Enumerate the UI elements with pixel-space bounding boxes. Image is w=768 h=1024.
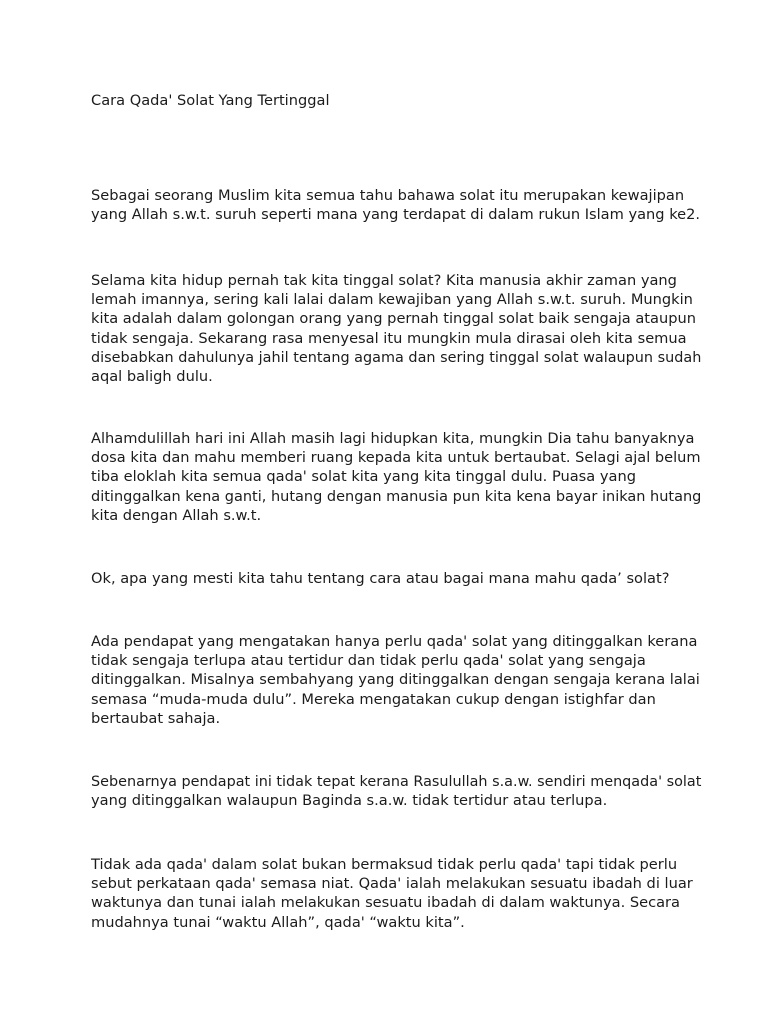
text-line: tidak sengaja. Sekarang rasa menyesal itu mungkin mula dirasai oleh kita semua <box>91 329 687 347</box>
text-line: Ok, apa yang mesti kita tahu tentang cara atau bagai mana mahu qada’ solat? <box>91 570 670 587</box>
paragraph-6 <box>91 772 701 810</box>
paragraph-7 <box>91 855 701 932</box>
text-line: Sebagai seorang Muslim kita semua tahu bahawa solat itu merupakan kewajipan <box>91 187 685 204</box>
paragraph-2 <box>91 271 701 386</box>
paragraph-3 <box>91 429 701 525</box>
text-line: yang Allah s.w.t. suruh seperti mana yang terdapat di dalam rukun Islam yang ke2. <box>91 206 701 224</box>
text-line: mudahnya tunai “waktu Allah”, qada' “waktu kita”. <box>91 913 465 931</box>
text-line: aqal baligh dulu. <box>91 367 213 385</box>
title-text: Cara Qada' Solat Yang Tertinggal <box>91 92 330 109</box>
text-line: dosa kita dan mahu memberi ruang kepada kita untuk bertaubat. Selagi ajal belum <box>91 449 701 467</box>
text-line: disebabkan dahulunya jahil tentang agama dan sering tinggal solat walaupun sudah <box>91 348 702 366</box>
text-line: kita adalah dalam golongan orang yang pernah tinggal solat baik sengaja ataupun <box>91 310 696 328</box>
text-line: kita dengan Allah s.w.t. <box>91 506 262 524</box>
text-line: ditinggalkan. Misalnya sembahyang yang ditinggalkan dengan sengaja kerana lalai <box>91 671 700 689</box>
text-line: bertaubat sahaja. <box>91 709 221 727</box>
text-line: yang ditinggalkan walaupun Baginda s.a.w. tidak tertidur atau terlupa. <box>91 792 608 810</box>
text-line: Ada pendapat yang mengatakan hanya perlu qada' solat yang ditinggalkan kerana <box>91 633 698 650</box>
document-title <box>91 91 701 110</box>
text-line: semasa “muda-muda dulu”. Mereka mengatakan cukup dengan istighfar dan <box>91 690 656 708</box>
text-line: ditinggalkan kena ganti, hutang dengan manusia pun kita kena bayar inikan hutang <box>91 487 702 505</box>
text-line: tiba eloklah kita semua qada' solat kita yang kita tinggal dulu. Puasa yang <box>91 468 636 486</box>
text-line: Alhamdulillah hari ini Allah masih lagi hidupkan kita, mungkin Dia tahu banyaknya <box>91 430 695 447</box>
text-line: Sebenarnya pendapat ini tidak tepat kerana Rasulullah s.a.w. sendiri menqada' solat <box>91 773 702 790</box>
text-line: Selama kita hidup pernah tak kita tinggal solat? Kita manusia akhir zaman yang <box>91 272 677 289</box>
paragraph-4 <box>91 569 701 588</box>
text-line: tidak sengaja terlupa atau tertidur dan tidak perlu qada' solat yang sengaja <box>91 652 646 670</box>
text-line: waktunya dan tunai ialah melakukan sesuatu ibadah di dalam waktunya. Secara <box>91 894 680 912</box>
paragraph-5 <box>91 632 701 728</box>
text-line: Tidak ada qada' dalam solat bukan bermaksud tidak perlu qada' tapi tidak perlu <box>91 856 678 873</box>
text-line: lemah imannya, sering kali lalai dalam kewajiban yang Allah s.w.t. suruh. Mungkin <box>91 291 693 309</box>
paragraph-1 <box>91 186 701 224</box>
text-line: sebut perkataan qada' semasa niat. Qada' ialah melakukan sesuatu ibadah di luar <box>91 875 693 893</box>
